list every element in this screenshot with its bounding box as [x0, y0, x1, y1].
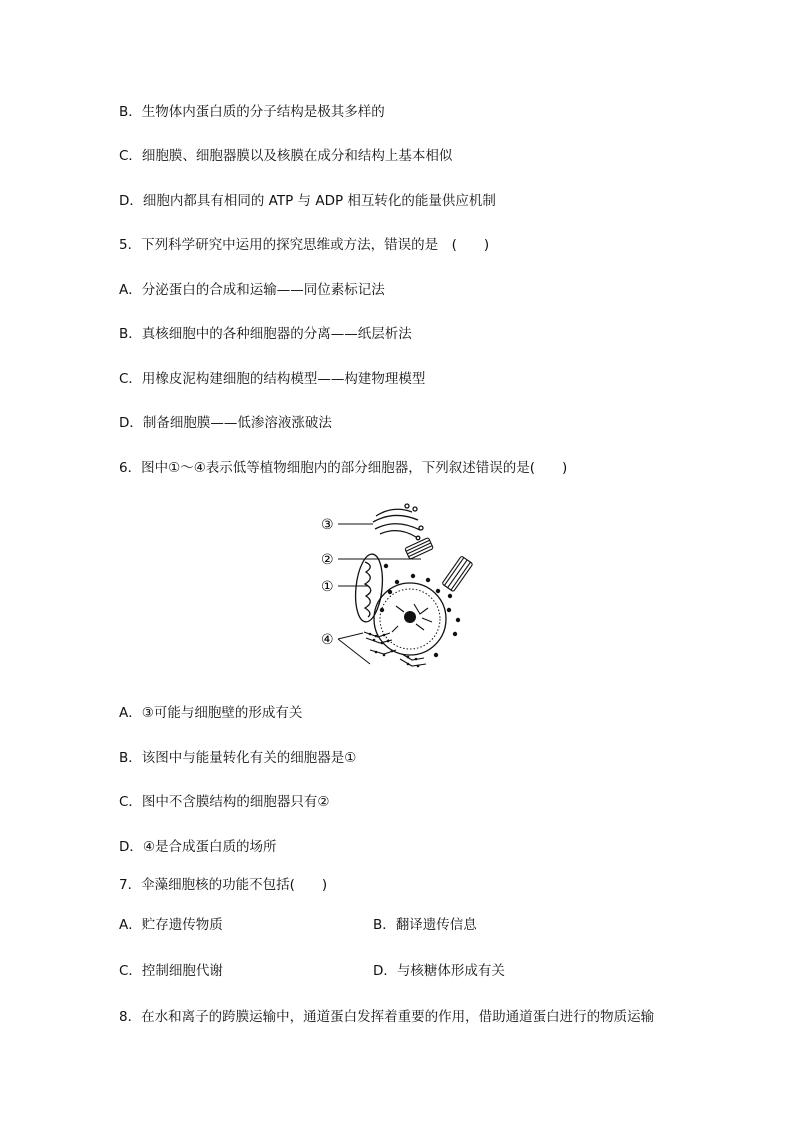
organelle-diagram	[318, 500, 478, 678]
option-b-q7: B．翻译遗传信息	[373, 917, 477, 933]
nucleus	[374, 583, 446, 655]
question-8: 8．在水和离子的跨膜运输中，通道蛋白发挥着重要的作用，借助通道蛋白进行的物质运输	[119, 1009, 655, 1025]
question-7: 7．伞藻细胞核的功能不包括( )	[119, 877, 328, 893]
option-c-q4: C．细胞膜、细胞器膜以及核膜在成分和结构上基本相似	[119, 148, 453, 164]
question-5: 5．下列科学研究中运用的探究思维或方法，错误的是 ( )	[119, 237, 490, 253]
option-d-q6: D．④是合成蛋白质的场所	[119, 839, 277, 855]
option-b-q6: B．该图中与能量转化有关的细胞器是①	[119, 750, 357, 766]
option-a-q5: A．分泌蛋白的合成和运输——同位素标记法	[119, 282, 385, 298]
mitochondrion	[353, 553, 386, 623]
label-4: ④	[321, 632, 334, 648]
rough-er	[364, 632, 426, 666]
ribosomes	[380, 564, 460, 657]
option-d-q5: D．制备细胞膜——低渗溶液涨破法	[119, 415, 332, 431]
option-b-q5: B．真核细胞中的各种细胞器的分离——纸层析法	[119, 326, 412, 342]
golgi-apparatus	[373, 504, 423, 540]
option-d-q7: D．与核糖体形成有关	[373, 963, 505, 979]
label-2: ②	[321, 552, 334, 568]
option-b-q4: B．生物体内蛋白质的分子结构是极其多样的	[119, 104, 385, 120]
option-c-q7: C．控制细胞代谢	[119, 963, 223, 979]
question-6: 6．图中①～④表示低等植物细胞内的部分细胞器，下列叙述错误的是( )	[119, 460, 568, 476]
option-a-q6: A．③可能与细胞壁的形成有关	[119, 705, 303, 721]
label-3: ③	[321, 517, 334, 533]
option-c-q6: C．图中不含膜结构的细胞器只有②	[119, 794, 330, 810]
label-1: ①	[321, 579, 334, 595]
option-d-q4: D．细胞内都具有相同的 ATP 与 ADP 相互转化的能量供应机制	[119, 193, 496, 209]
option-c-q5: C．用橡皮泥构建细胞的结构模型——构建物理模型	[119, 371, 426, 387]
option-a-q7: A．贮存遗传物质	[119, 917, 223, 933]
